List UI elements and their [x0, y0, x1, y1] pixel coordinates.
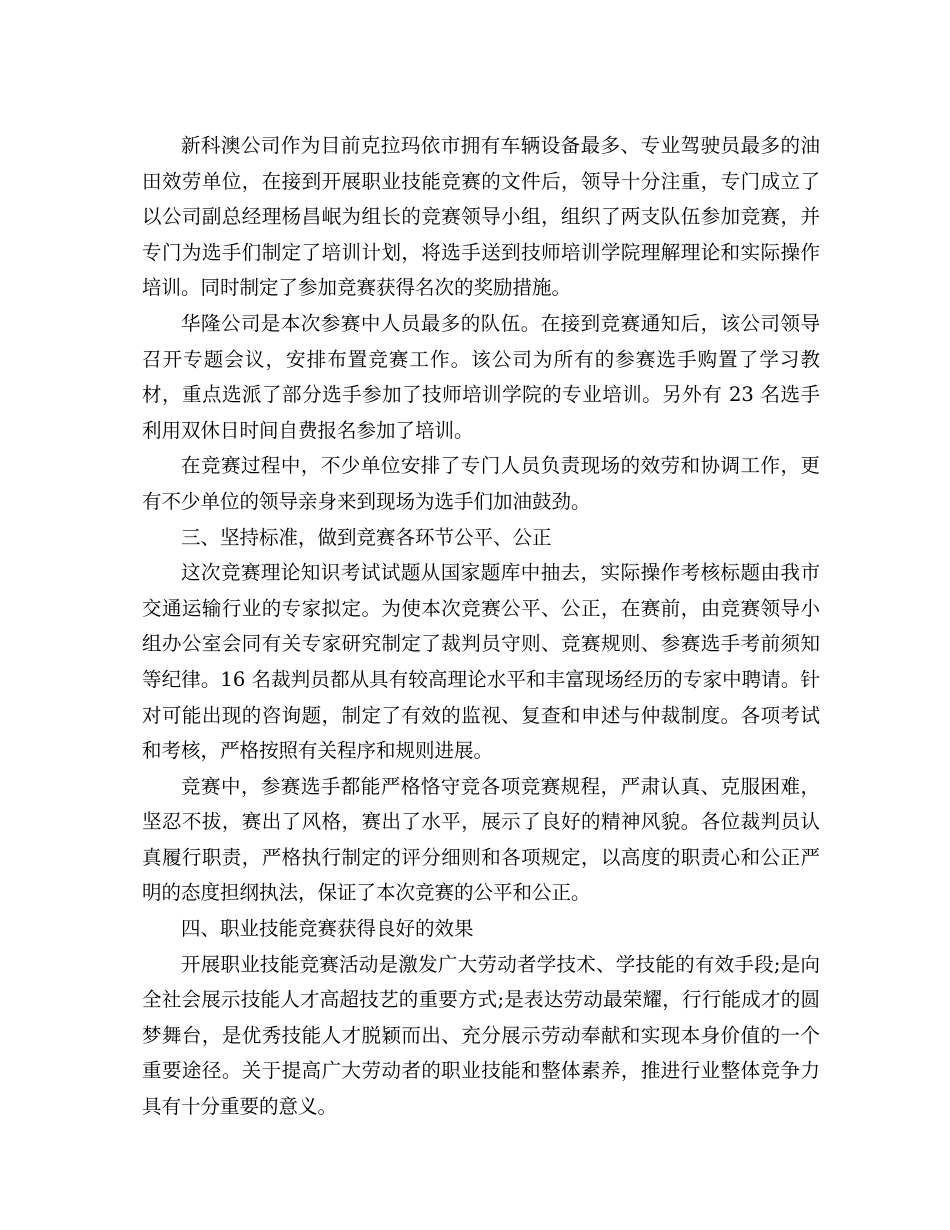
paragraph-contestants: 竞赛中，参赛选手都能严格恪守竞各项竞赛规程，严肃认真、克服困难，坚忍不拔，赛出了风格，赛出了水平，展示了良好的精神风貌。各位裁判员认真履行职责，严格执行制定的评分细则和各项规定，以高度的职责心和公正严明的态度担纲执法，保证了本次竞赛的公平和公正。 — [142, 774, 820, 905]
document-body — [142, 128, 820, 1125]
paragraph-effects: 开展职业技能竞赛活动是激发广大劳动者学技术、学技能的有效手段;是向全社会展示技能人才高超技艺的重要方式;是表达劳动最荣耀，行行能成才的圆梦舞台，是优秀技能人才脱颖而出、充分展示劳动奉献和实现本身价值的一个重要途径。关于提高广大劳动者的职业技能和整体素养，推进行业整体竞争力具有十分重要的意义。 — [142, 952, 820, 1119]
section-heading-4: 四、职业技能竞赛获得良好的效果 — [181, 917, 474, 941]
paragraph-competition-process: 在竞赛过程中，不少单位安排了专门人员负责现场的效劳和协调工作，更有不少单位的领导亲身来到现场为选手们加油鼓劲。 — [142, 454, 820, 513]
paragraph-hualong: 华隆公司是本次参赛中人员最多的队伍。在接到竞赛通知后，该公司领导召开专题会议，安排布置竞赛工作。该公司为所有的参赛选手购置了学习教材，重点选派了部分选手参加了技师培训学院的专业培训。另外有 23 名选手利用双休日时间自费报名参加了培训。 — [142, 311, 820, 442]
section-heading-3: 三、坚持标准，做到竞赛各环节公平、公正 — [181, 525, 552, 549]
paragraph-fairness: 这次竞赛理论知识考试试题从国家题库中抽去，实际操作考核标题由我市交通运输行业的专家拟定。为使本次竞赛公平、公正，在赛前，由竞赛领导小组办公室会同有关专家研究制定了裁判员守则、竞赛规则、参赛选手考前须知等纪律。16 名裁判员都从具有较高理论水平和丰富现场经历的专家中聘请。针对可能出现的咨询题，制定了有效的监视、复查和申述与仲裁制度。各项考试和考核，严格按照有关程序和规则进展。 — [142, 561, 820, 763]
paragraph-xinke-ao: 新科澳公司作为目前克拉玛依市拥有车辆设备最多、专业驾驶员最多的油田效劳单位，在接到开展职业技能竞赛的文件后，领导十分注重，专门成立了以公司副总经理杨昌岷为组长的竞赛领导小组，组织了两支队伍参加竞赛，并专门为选手们制定了培训计划，将选手送到技师培训学院理解理论和实际操作培训。同时制定了参加竞赛获得名次的奖励措施。 — [142, 134, 820, 300]
